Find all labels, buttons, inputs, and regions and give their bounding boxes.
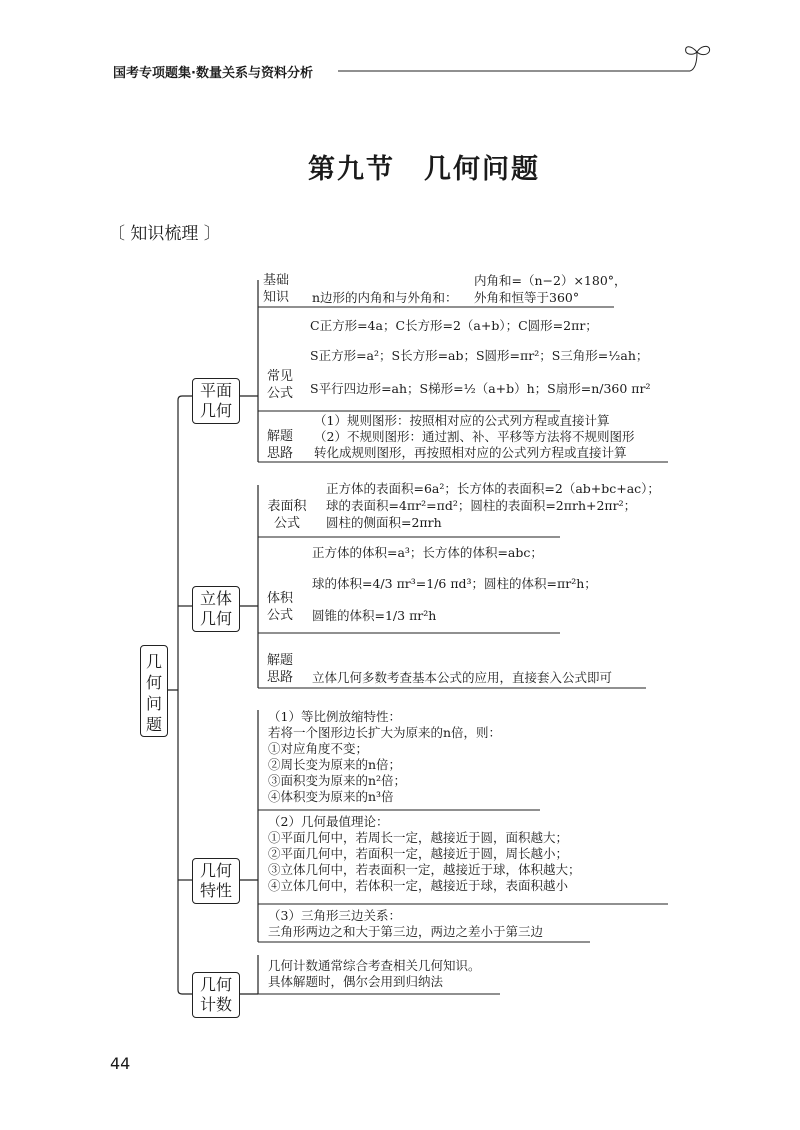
surface-area-1: 正方体的表面积=6a²；长方体的表面积=2（ab+bc+ac）； — [326, 481, 660, 496]
extremum-3: ③立体几何中，若表面积一定，越接近于球，体积越大； — [268, 862, 581, 877]
exterior-angle-sum: 外角和恒等于360° — [474, 290, 580, 305]
plane-geometry-label: 平面几何 — [199, 381, 232, 420]
scaling-perimeter: ②周长变为原来的n倍； — [268, 757, 402, 772]
solid-geometry-label: 立体几何 — [199, 589, 232, 628]
geometry-property-label: 几何特性 — [199, 861, 232, 900]
plane-method-label: 解题思路 — [266, 429, 293, 461]
solid-method-label: 解题思路 — [266, 653, 293, 685]
triangle-rule: 三角形两边之和大于第三边，两边之差小于第三边 — [268, 924, 544, 939]
solid-method: 立体几何多数考查基本公式的应用，直接套入公式即可 — [312, 670, 613, 685]
surface-area-2: 球的表面积=4πr²=πd²；圆柱的表面积=2πrh+2πr²； — [326, 498, 637, 513]
geometry-counting-node — [192, 972, 240, 1018]
knowledge-title: 〔 知识梳理 〕 — [108, 224, 221, 244]
plane-method-2: （2）不规则图形：通过割、补、平移等方法将不规则图形 — [314, 429, 635, 444]
scaling-area: ③面积变为原来的n²倍； — [268, 773, 407, 788]
running-header: 国考专项题集·数量关系与资料分析 — [113, 66, 313, 81]
interior-angle-sum: 内角和=（n−2）×180°， — [474, 273, 627, 288]
area-formulas-2: S平行四边形=ah；S梯形=½（a+b）h；S扇形=n/360 πr² — [310, 381, 651, 396]
triangle-title: （3）三角形三边关系： — [268, 908, 401, 923]
extremum-4: ④立体几何中，若体积一定，越接近于球，表面积越小 — [268, 878, 569, 893]
perimeter-formulas: C正方形=4a；C长方形=2（a+b）；C圆形=2πr； — [310, 318, 598, 333]
root-label: 几何问题 — [145, 652, 162, 734]
common-formula-label: 常见公式 — [266, 369, 293, 401]
basic-knowledge-item: n边形的内角和与外角和： — [312, 290, 458, 305]
scaling-angle: ①对应角度不变； — [268, 741, 369, 756]
extremum-1: ①平面几何中，若周长一定，越接近于圆，面积越大； — [268, 830, 569, 845]
scaling-intro: 若将一个图形边长扩大为原来的n倍，则： — [268, 725, 502, 740]
plane-method-1: （1）规则图形：按照相对应的公式列方程或直接计算 — [314, 413, 610, 428]
volume-formula-label: 体积公式 — [266, 591, 293, 623]
root-node — [140, 645, 168, 737]
section-title: 第九节 几何问题 — [308, 154, 540, 185]
area-formulas-1: S正方形=a²；S长方形=ab；S圆形=πr²；S三角形=½ah； — [310, 348, 649, 363]
geometry-counting-label: 几何计数 — [199, 975, 232, 1014]
surface-area-label: 表面积公式 — [267, 499, 307, 531]
scaling-volume: ④体积变为原来的n³倍 — [268, 789, 394, 804]
volume-1: 正方体的体积=a³；长方体的体积=abc； — [312, 545, 543, 560]
scaling-title: （1）等比例放缩特性： — [268, 709, 401, 724]
surface-area-3: 圆柱的侧面积=2πrh — [326, 515, 442, 530]
plane-method-3: 转化成规则图形，再按照相对应的公式列方程或直接计算 — [314, 445, 627, 460]
counting-line-2: 具体解题时，偶尔会用到归纳法 — [268, 974, 444, 989]
counting-line-1: 几何计数通常综合考查相关几何知识。 — [268, 958, 481, 973]
basic-knowledge-label: 基础知识 — [262, 273, 289, 305]
volume-3: 圆锥的体积=1/3 πr²h — [312, 608, 437, 623]
geometry-property-node — [192, 858, 240, 904]
plane-geometry-node — [192, 378, 240, 424]
extremum-2: ②平面几何中，若面积一定，越接近于圆，周长越小； — [268, 846, 569, 861]
extremum-title: （2）几何最值理论： — [268, 814, 389, 829]
solid-geometry-node — [192, 586, 240, 632]
volume-2: 球的体积=4/3 πr³=1/6 πd³；圆柱的体积=πr²h； — [312, 576, 597, 591]
page-number: 44 — [110, 1054, 131, 1073]
